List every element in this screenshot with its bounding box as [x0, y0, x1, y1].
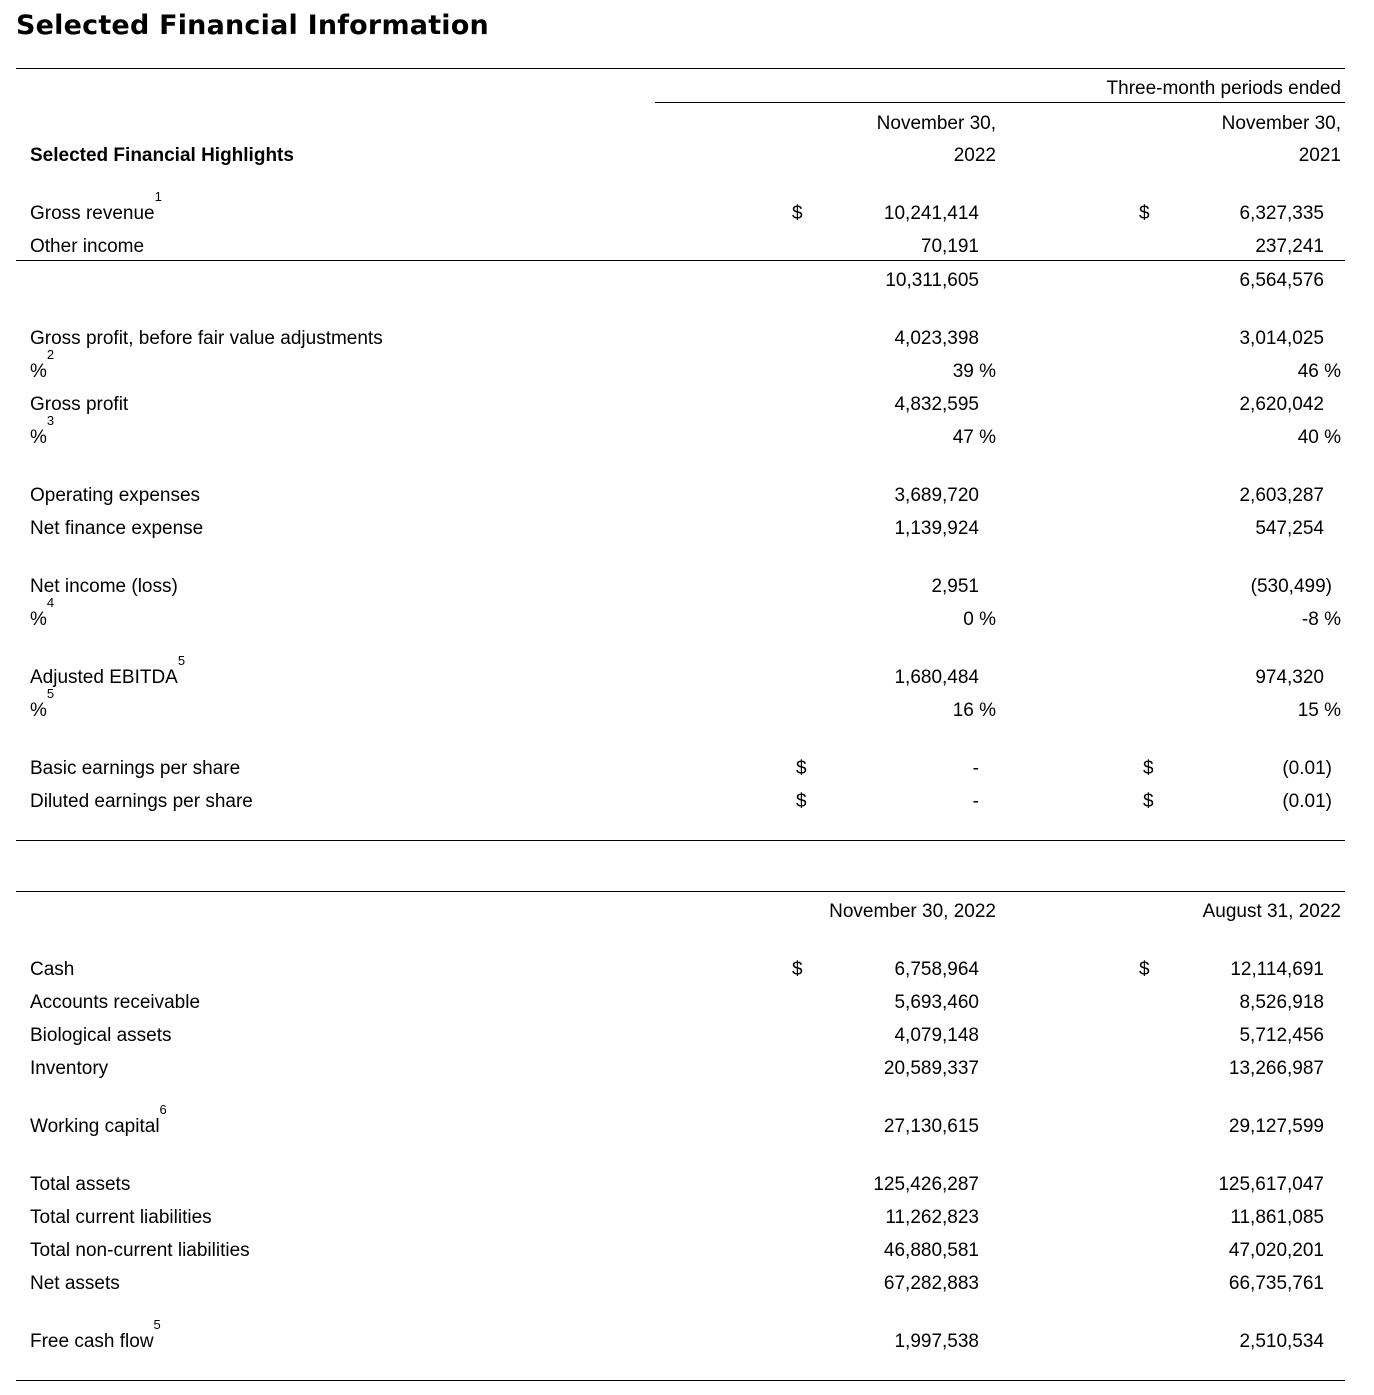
row-label: Total current liabilities — [30, 1207, 212, 1228]
row-label: Accounts receivable — [30, 992, 201, 1013]
currency-symbol: $ — [796, 791, 807, 812]
value-col2: 11,861,085 — [1230, 1207, 1324, 1228]
value-col1: 4,832,595 — [894, 394, 979, 415]
value-col1: 4,023,398 — [894, 328, 979, 349]
section-heading: Selected Financial Highlights — [30, 145, 294, 166]
value-col2: 2,620,042 — [1239, 394, 1324, 415]
row-label: Operating expenses — [30, 485, 201, 506]
footnote-ref: 2 — [46, 347, 55, 362]
value-col2: 6,327,335 — [1239, 203, 1324, 224]
value-col2: 46 % — [1297, 361, 1341, 382]
value-col2: (530,499) — [1250, 576, 1332, 597]
currency-symbol: $ — [1143, 791, 1154, 812]
row-label: Biological assets — [30, 1025, 172, 1046]
value-col2: 40 % — [1297, 427, 1341, 448]
section1-bottom-rule — [16, 840, 1345, 841]
value-col1: 47 % — [952, 427, 996, 448]
page-title: Selected Financial Information — [16, 10, 489, 41]
footnote-ref: 4 — [46, 595, 55, 610]
row-label: Net assets — [30, 1273, 120, 1294]
row-label: Cash — [30, 959, 75, 980]
value-col2: (0.01) — [1282, 791, 1332, 812]
value-col2: 3,014,025 — [1239, 328, 1324, 349]
col2-header-line1: November 30, — [1221, 113, 1341, 134]
row-label: Adjusted EBITDA$^5$ — [30, 653, 186, 688]
value-col1: - — [972, 758, 979, 779]
row-label: Working capital$^6$ — [30, 1102, 167, 1137]
value-col2: 125,617,047 — [1218, 1174, 1324, 1195]
value-col1: 10,311,605 — [885, 270, 979, 291]
value-col1: 0 % — [963, 609, 996, 630]
value-col1: - — [972, 791, 979, 812]
value-col2: 547,254 — [1255, 518, 1324, 539]
value-col1: 3,689,720 — [894, 485, 979, 506]
value-col2: (0.01) — [1282, 758, 1332, 779]
currency-symbol: $ — [1139, 203, 1150, 224]
value-col1: 27,130,615 — [883, 1116, 979, 1137]
row-label: Inventory — [30, 1058, 109, 1079]
footnote-ref: 6 — [159, 1102, 167, 1117]
currency-symbol: $ — [792, 203, 803, 224]
period-header-rule — [655, 102, 1345, 103]
value-col1: 6,758,964 — [894, 959, 979, 980]
row-label: %$^2$ — [30, 347, 55, 382]
value-col1: 1,139,924 — [894, 518, 979, 539]
col1-header-line1: November 30, — [876, 113, 996, 134]
row-label: Total assets — [30, 1174, 131, 1195]
value-col1: 39 % — [952, 361, 996, 382]
row-label: Net finance expense — [30, 518, 204, 539]
value-col1: 2,951 — [931, 576, 979, 597]
s2-col2-header: August 31, 2022 — [1202, 901, 1341, 922]
section2-bottom-rule — [16, 1380, 1345, 1381]
value-col2: 5,712,456 — [1239, 1025, 1324, 1046]
value-col1: 125,426,287 — [873, 1174, 979, 1195]
section2-top-rule — [16, 891, 1345, 892]
footnote-ref: 5 — [46, 686, 55, 701]
row-label: Free cash flow$^5$ — [30, 1317, 161, 1352]
footnote-ref: 3 — [46, 413, 55, 428]
currency-symbol: $ — [1143, 758, 1154, 779]
currency-symbol: $ — [1139, 959, 1150, 980]
value-col1: 67,282,883 — [883, 1273, 979, 1294]
row-label: %$^4$ — [30, 595, 55, 630]
value-col2: 66,735,761 — [1228, 1273, 1324, 1294]
value-col2: 2,603,287 — [1239, 485, 1324, 506]
row-label: Gross profit, before fair value adjustments — [30, 328, 383, 349]
col1-header-line2: 2022 — [953, 145, 996, 166]
row-label: Gross profit — [30, 394, 129, 415]
value-col1: 4,079,148 — [894, 1025, 979, 1046]
value-col2: 12,114,691 — [1230, 959, 1324, 980]
period-header: Three-month periods ended — [1106, 78, 1341, 99]
value-col1: 46,880,581 — [883, 1240, 979, 1261]
footnote-ref: 5 — [177, 653, 186, 668]
table-top-rule — [16, 68, 1345, 69]
value-col1: 5,693,460 — [894, 992, 979, 1013]
value-col1: 20,589,337 — [883, 1058, 979, 1079]
footnote-ref: 5 — [153, 1317, 161, 1332]
value-col2: -8 % — [1301, 609, 1341, 630]
value-col1: 16 % — [952, 700, 996, 721]
value-col2: 15 % — [1297, 700, 1341, 721]
value-col2: 237,241 — [1255, 236, 1324, 257]
row-label: Total non-current liabilities — [30, 1240, 250, 1261]
value-col2: 29,127,599 — [1228, 1116, 1324, 1137]
row-label: Diluted earnings per share — [30, 791, 253, 812]
value-col1: 70,191 — [920, 236, 979, 257]
row-label: Gross revenue$^1$ — [30, 189, 162, 224]
value-col1: 10,241,414 — [883, 203, 979, 224]
row-label: Basic earnings per share — [30, 758, 241, 779]
row-label: Net income (loss) — [30, 576, 178, 597]
currency-symbol: $ — [792, 959, 803, 980]
value-col1: 11,262,823 — [885, 1207, 979, 1228]
value-col2: 2,510,534 — [1239, 1331, 1324, 1352]
value-col2: 13,266,987 — [1228, 1058, 1324, 1079]
row-label: Other income — [30, 236, 145, 257]
value-col2: 6,564,576 — [1239, 270, 1324, 291]
col2-header-line2: 2021 — [1298, 145, 1341, 166]
footnote-ref: 1 — [154, 189, 162, 204]
s2-col1-header: November 30, 2022 — [829, 901, 996, 922]
value-col2: 8,526,918 — [1239, 992, 1324, 1013]
currency-symbol: $ — [796, 758, 807, 779]
row-label: %$^5$ — [30, 686, 55, 721]
value-col2: 47,020,201 — [1228, 1240, 1324, 1261]
row-label: %$^3$ — [30, 413, 55, 448]
value-col1: 1,680,484 — [894, 667, 979, 688]
value-col1: 1,997,538 — [894, 1331, 979, 1352]
subtotal-rule — [16, 260, 1345, 261]
value-col2: 974,320 — [1255, 667, 1324, 688]
